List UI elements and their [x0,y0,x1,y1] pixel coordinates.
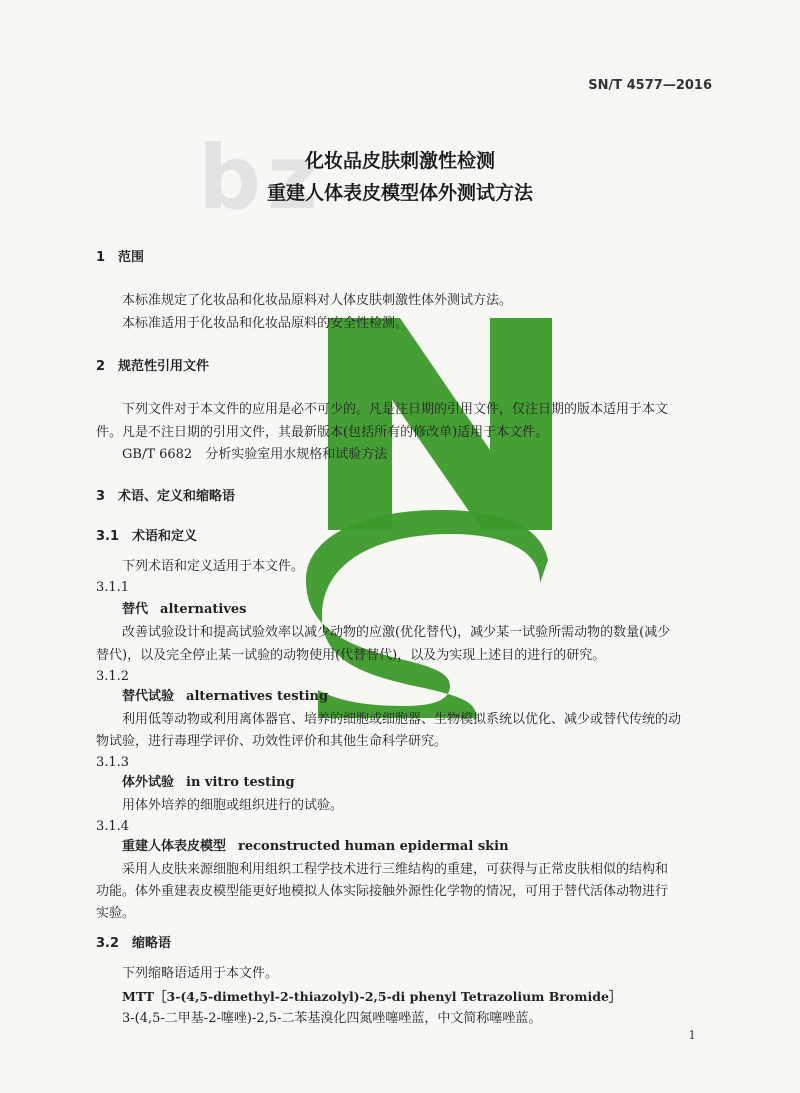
clause-3-1-4-number: 3.1.4 [96,819,130,834]
term-3-1-1 [122,599,246,621]
definition-3-1-2b: 物试验，进行毒理学评价、功效性评价和其他生命科学研究。 [96,734,448,749]
clause-3-1-3-number: 3.1.3 [96,755,130,770]
section-2-para-1a: 下列文件对于本文件的应用是必不可少的。凡是注日期的引用文件，仅注日期的版本适用于本文 [122,402,669,417]
abbreviation-mtt: MTT［3-(4,5-dimethyl-2-thiazolyl)-2,5-di phenyl Tetrazolium Bromide］ [122,989,622,1004]
definition-3-1-4c: 实验。 [96,906,136,921]
term-en: reconstructed human epidermal skin [238,839,509,854]
definition-3-1-3: 用体外培养的细胞或组织进行的试验。 [122,798,344,813]
section-2-heading: 2 规范性引用文件 [96,359,210,374]
site-watermark: bz [198,126,325,229]
section-3-1-para: 下列术语和定义适用于本文件。 [122,559,305,574]
section-3-2-heading: 3.2 缩略语 [96,936,172,951]
term-en: alternatives testing [186,689,329,704]
section-1-heading: 1 范围 [96,250,145,265]
section-3-heading: 3 术语、定义和缩略语 [96,489,236,504]
abbreviation-mtt-cn: 3-(4,5-二甲基-2-噻唑)-2,5-二苯基溴化四氮唑噻唑蓝，中文简称噻唑蓝。 [122,1011,542,1026]
section-1-para-1: 本标准规定了化妆品和化妆品原料对人体皮肤刺激性体外测试方法。 [122,293,513,308]
section-1-para-2: 本标准适用于化妆品和化妆品原料的安全性检测。 [122,316,409,331]
clause-3-1-2-number: 3.1.2 [96,669,130,684]
term-cn: 替代 [122,602,149,617]
term-en: alternatives [160,602,247,617]
term-3-1-2 [122,686,328,708]
definition-3-1-1b: 替代)，以及完全停止某一试验的动物使用(代替替代)，以及为实现上述目的进行的研究。 [96,648,606,663]
section-3-2-para: 下列缩略语适用于本文件。 [122,966,279,981]
definition-3-1-4b: 功能。体外重建表皮模型能更好地模拟人体实际接触外源性化学物的情况，可用于替代活体动物进行 [96,884,669,899]
standard-code: SN/T 4577—2016 [588,78,712,93]
section-2-para-1b: 件。凡是不注日期的引用文件，其最新版本(包括所有的修改单)适用于本文件。 [96,425,549,440]
definition-3-1-2a: 利用低等动物或利用离体器官、培养的细胞或细胞器、生物模拟系统以优化、减少或替代传统的动 [122,712,682,727]
page-number: 1 [688,1028,696,1042]
title-line-1: 化妆品皮肤刺激性检测 [304,150,495,172]
term-3-1-3 [122,772,295,794]
section-3-1-heading: 3.1 术语和定义 [96,529,198,544]
clause-3-1-1-number: 3.1.1 [96,580,130,595]
term-cn: 体外试验 [122,775,175,790]
definition-3-1-4a: 采用人皮肤来源细胞利用组织工程学技术进行三维结构的重建，可获得与正常皮肤相似的结构和 [122,862,669,877]
term-cn: 重建人体表皮模型 [122,839,227,854]
term-cn: 替代试验 [122,689,175,704]
definition-3-1-1a: 改善试验设计和提高试验效率以减少动物的应激(优化替代)，减少某一试验所需动物的数量(减少 [122,625,671,640]
term-3-1-4 [122,836,509,858]
normative-reference: GB/T 6682 分析实验室用水规格和试验方法 [122,447,388,462]
term-en: in vitro testing [186,775,295,790]
title-line-2: 重建人体表皮模型体外测试方法 [266,182,533,204]
